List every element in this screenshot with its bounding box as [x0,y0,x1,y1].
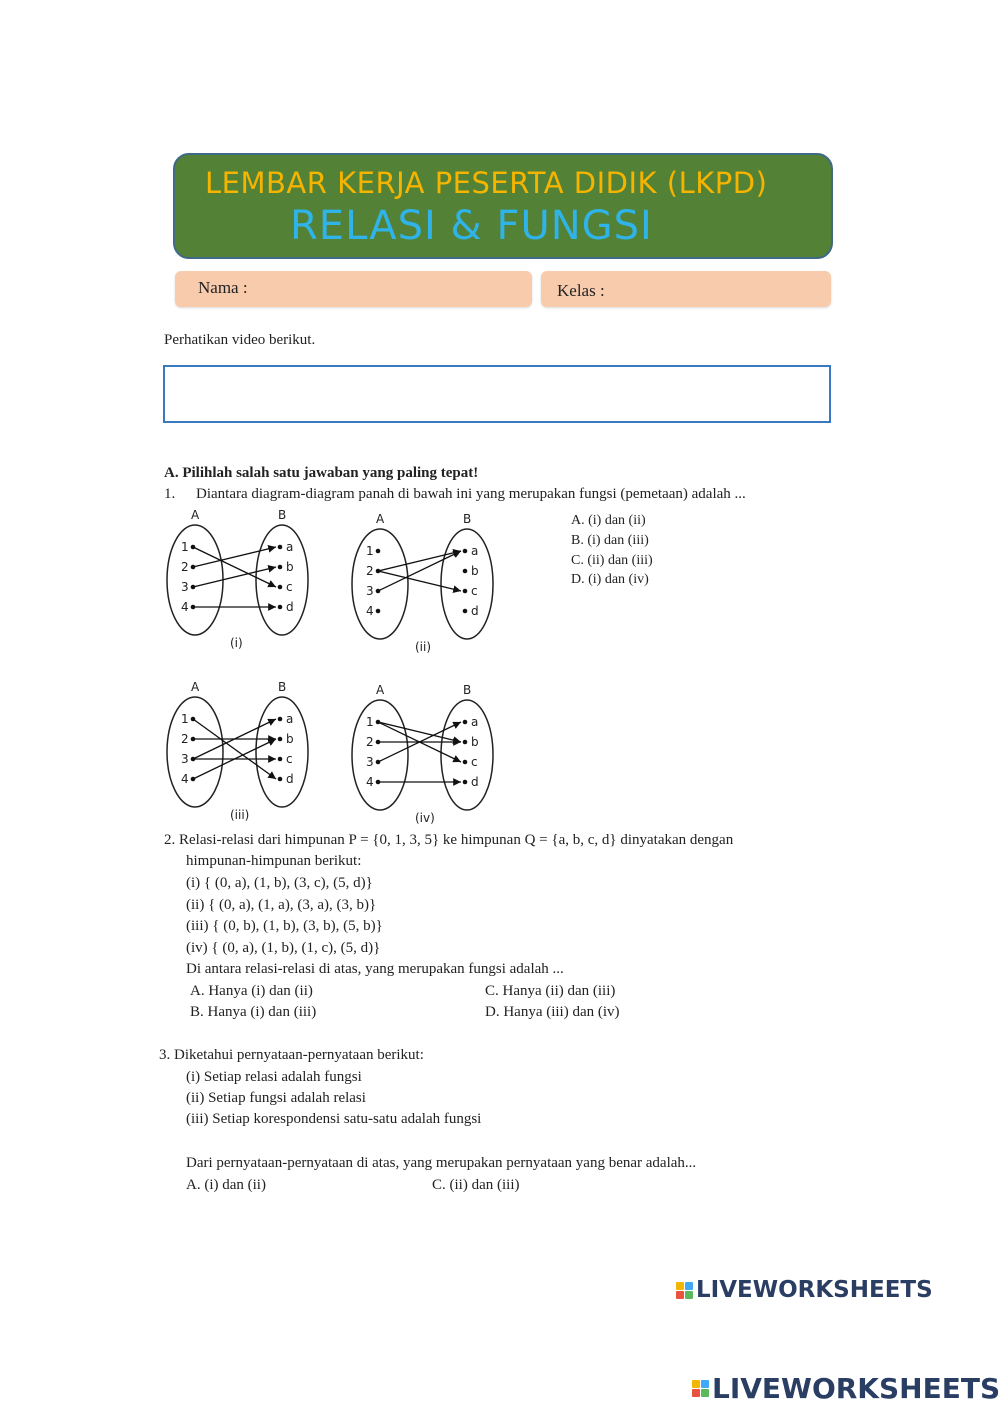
q1-text: Diantara diagram-diagram panah di bawah ini yang merupakan fungsi (pemetaan) adalah ... [196,486,746,502]
q1-option-d[interactable]: D. (i) dan (iv) [571,572,649,587]
q3-statement-ii: (ii) Setiap fungsi adalah relasi [186,1090,366,1106]
diagram-caption: (ii) [415,640,432,654]
q1-option-a[interactable]: A. (i) dan (ii) [571,513,646,528]
logo-square-l [692,1380,700,1388]
codomain-element: c [286,752,293,766]
q3-option-c[interactable]: C. (ii) dan (iii) [432,1177,520,1193]
intro-text: Perhatikan video berikut. [164,332,316,348]
codomain-dot [463,589,468,594]
q2-relation-i: (i) { (0, a), (1, b), (3, c), (5, d)} [186,875,373,891]
liveworksheets-footer-logo [692,1372,1000,1405]
logo-square-e [701,1389,709,1397]
liveworksheets-icon [676,1282,693,1299]
name-label: Nama : [198,278,248,297]
set-a-ellipse [352,529,408,639]
q3-question: Dari pernyataan-pernyataan di atas, yang merupakan pernyataan yang benar adalah... [186,1155,697,1171]
logo-square-v [676,1291,684,1299]
domain-element: 2 [181,560,189,574]
codomain-element: d [471,775,479,789]
set-a-label: A [191,680,200,694]
q1-option-c[interactable]: C. (ii) dan (iii) [571,553,653,568]
codomain-element: c [286,580,293,594]
q2-question: Di antara relasi-relasi di atas, yang merupakan fungsi adalah ... [186,961,564,977]
codomain-dot [278,717,283,722]
codomain-dot [463,720,468,725]
q1-option-b[interactable]: B. (i) dan (iii) [571,533,649,548]
set-a-ellipse [352,700,408,810]
codomain-element: a [286,712,294,726]
arrow-diagram-iv [345,680,505,835]
codomain-dot [278,545,283,550]
codomain-element: b [471,735,479,749]
codomain-element: d [286,772,294,786]
arrow-diagram-iii [160,677,320,832]
codomain-dot [463,780,468,785]
logo-text: LIVEWORKSHEETS [712,1372,1000,1405]
set-b-ellipse [441,700,493,810]
q3-statement-iii: (iii) Setiap korespondensi satu-satu adalah fungsi [186,1111,482,1127]
logo-square-i [685,1282,693,1290]
class-label: Kelas : [557,281,605,300]
diagram-caption: (i) [230,636,243,650]
logo-square-e [685,1291,693,1299]
logo-square-i [701,1380,709,1388]
domain-element: 1 [181,540,189,554]
q2-option-c[interactable]: C. Hanya (ii) dan (iii) [485,983,616,999]
mapping-arrow [193,547,276,587]
set-b-label: B [463,512,472,526]
domain-element: 4 [366,775,374,789]
domain-element: 3 [366,755,374,769]
domain-element: 1 [366,544,374,558]
q2-option-b[interactable]: B. Hanya (i) dan (iii) [190,1004,317,1020]
diagram-caption: (iv) [415,811,435,825]
codomain-dot [463,760,468,765]
set-a-label: A [376,512,385,526]
codomain-element: c [471,584,478,598]
codomain-element: b [286,732,294,746]
domain-element: 3 [366,584,374,598]
set-b-label: B [278,680,287,694]
q2-relation-iv: (iv) { (0, a), (1, b), (1, c), (5, d)} [186,940,381,956]
header-subtitle: RELASI & FUNGSI [290,203,653,249]
q3-option-a[interactable]: A. (i) dan (ii) [186,1177,266,1193]
set-b-ellipse [256,525,308,635]
set-a-ellipse [167,697,223,807]
q1-number: 1. [164,486,176,502]
set-b-ellipse [256,697,308,807]
domain-element: 3 [181,752,189,766]
codomain-element: b [471,564,479,578]
codomain-element: a [471,715,479,729]
q2-relation-ii: (ii) { (0, a), (1, a), (3, a), (3, b)} [186,897,377,913]
arrow-diagram-ii [345,509,505,664]
q3-statement-i: (i) Setiap relasi adalah fungsi [186,1069,362,1085]
section-a-heading: A. Pilihlah salah satu jawaban yang paling tepat! [164,465,479,481]
mapping-arrow [193,719,276,779]
codomain-dot [278,585,283,590]
codomain-element: a [286,540,294,554]
codomain-dot [278,737,283,742]
mapping-arrow [378,571,461,591]
codomain-dot [463,569,468,574]
mapping-arrow [378,551,461,591]
domain-element: 3 [181,580,189,594]
arrow-diagram-i [160,505,320,660]
codomain-element: c [471,755,478,769]
domain-element: 1 [366,715,374,729]
mapping-arrow [378,722,461,742]
domain-element: 4 [181,600,189,614]
domain-dot [376,609,381,614]
codomain-element: a [471,544,479,558]
mapping-arrow [193,567,276,587]
domain-dot [376,549,381,554]
domain-element: 2 [366,735,374,749]
diagram-caption: (iii) [230,808,250,822]
codomain-dot [463,549,468,554]
domain-element: 2 [366,564,374,578]
codomain-dot [278,757,283,762]
set-b-label: B [463,683,472,697]
codomain-dot [278,777,283,782]
q2-relation-iii: (iii) { (0, b), (1, b), (3, b), (5, b)} [186,918,383,934]
logo-text: LIVEWORKSHEETS [696,1277,933,1303]
set-a-ellipse [167,525,223,635]
liveworksheets-logo [676,1277,933,1303]
liveworksheets-icon [692,1380,709,1397]
q2-text-line2: himpunan-himpunan berikut: [186,853,362,869]
set-a-label: A [376,683,385,697]
domain-element: 4 [366,604,374,618]
q2-option-d[interactable]: D. Hanya (iii) dan (iv) [485,1004,620,1020]
mapping-arrow [193,547,276,567]
domain-element: 1 [181,712,189,726]
set-b-ellipse [441,529,493,639]
mapping-arrow [378,551,461,571]
domain-element: 2 [181,732,189,746]
class-field[interactable] [541,271,831,307]
domain-element: 4 [181,772,189,786]
set-b-label: B [278,508,287,522]
q2-option-a[interactable]: A. Hanya (i) dan (ii) [190,983,313,999]
name-field[interactable] [175,271,532,307]
header-title: LEMBAR KERJA PESERTA DIDIK (LKPD) [205,166,768,200]
codomain-element: d [286,600,294,614]
codomain-dot [463,740,468,745]
video-embed-box[interactable] [163,365,831,423]
codomain-dot [278,565,283,570]
logo-square-l [676,1282,684,1290]
logo-square-v [692,1389,700,1397]
codomain-element: b [286,560,294,574]
q3-text: 3. Diketahui pernyataan-pernyataan berikut: [159,1047,424,1063]
codomain-dot [463,609,468,614]
codomain-element: d [471,604,479,618]
q2-text-line1: 2. Relasi-relasi dari himpunan P = {0, 1, 3, 5} ke himpunan Q = {a, b, c, d} dinyatakan dengan [164,832,734,848]
set-a-label: A [191,508,200,522]
codomain-dot [278,605,283,610]
